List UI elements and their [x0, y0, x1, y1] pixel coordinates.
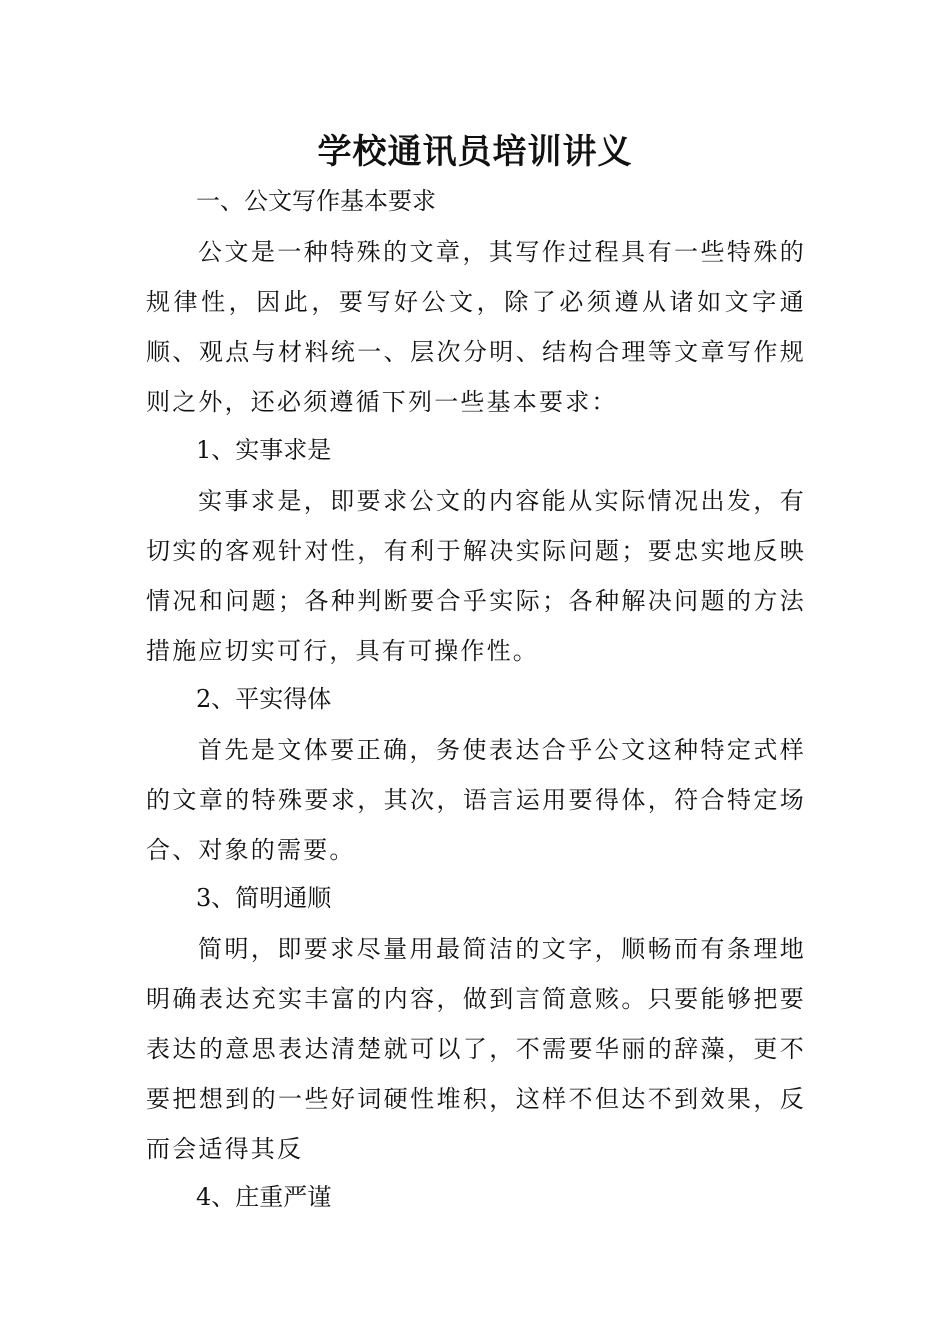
item-heading-2: 2、平实得体	[196, 685, 332, 713]
item-heading-4: 4、庄重严谨	[196, 1183, 332, 1211]
section-heading: 一、公文写作基本要求	[196, 187, 436, 215]
item-body-1: 实事求是，即要求公文的内容能从实际情况出发，有切实的客观针对性，有利于解决实际问题；要忠实地反映情况和问题；各种判断要合乎实际；各种解决问题的方法措施应切实可行，具有可操作性。	[146, 487, 806, 665]
document-title: 学校通讯员培训讲义	[317, 132, 633, 172]
item-heading-3: 3、简明通顺	[196, 884, 332, 912]
intro-paragraph: 公文是一种特殊的文章，其写作过程具有一些特殊的规律性，因此，要写好公文，除了必须遵从诸如文字通顺、观点与材料统一、层次分明、结构合理等文章写作规则之外，还必须遵循下列一些基本要求：	[146, 238, 806, 416]
item-heading-1: 1、实事求是	[196, 436, 332, 464]
item-body-2: 首先是文体要正确，务使表达合乎公文这种特定式样的文章的特殊要求，其次，语言运用要得体，符合特定场合、对象的需要。	[146, 736, 806, 864]
item-body-3: 简明，即要求尽量用最简洁的文字，顺畅而有条理地明确表达充实丰富的内容，做到言简意赅。只要能够把要表达的意思表达清楚就可以了，不需要华丽的辞藻，更不要把想到的一些好词硬性堆积，这样不但达不到效果，反而会适得其反	[146, 935, 806, 1163]
